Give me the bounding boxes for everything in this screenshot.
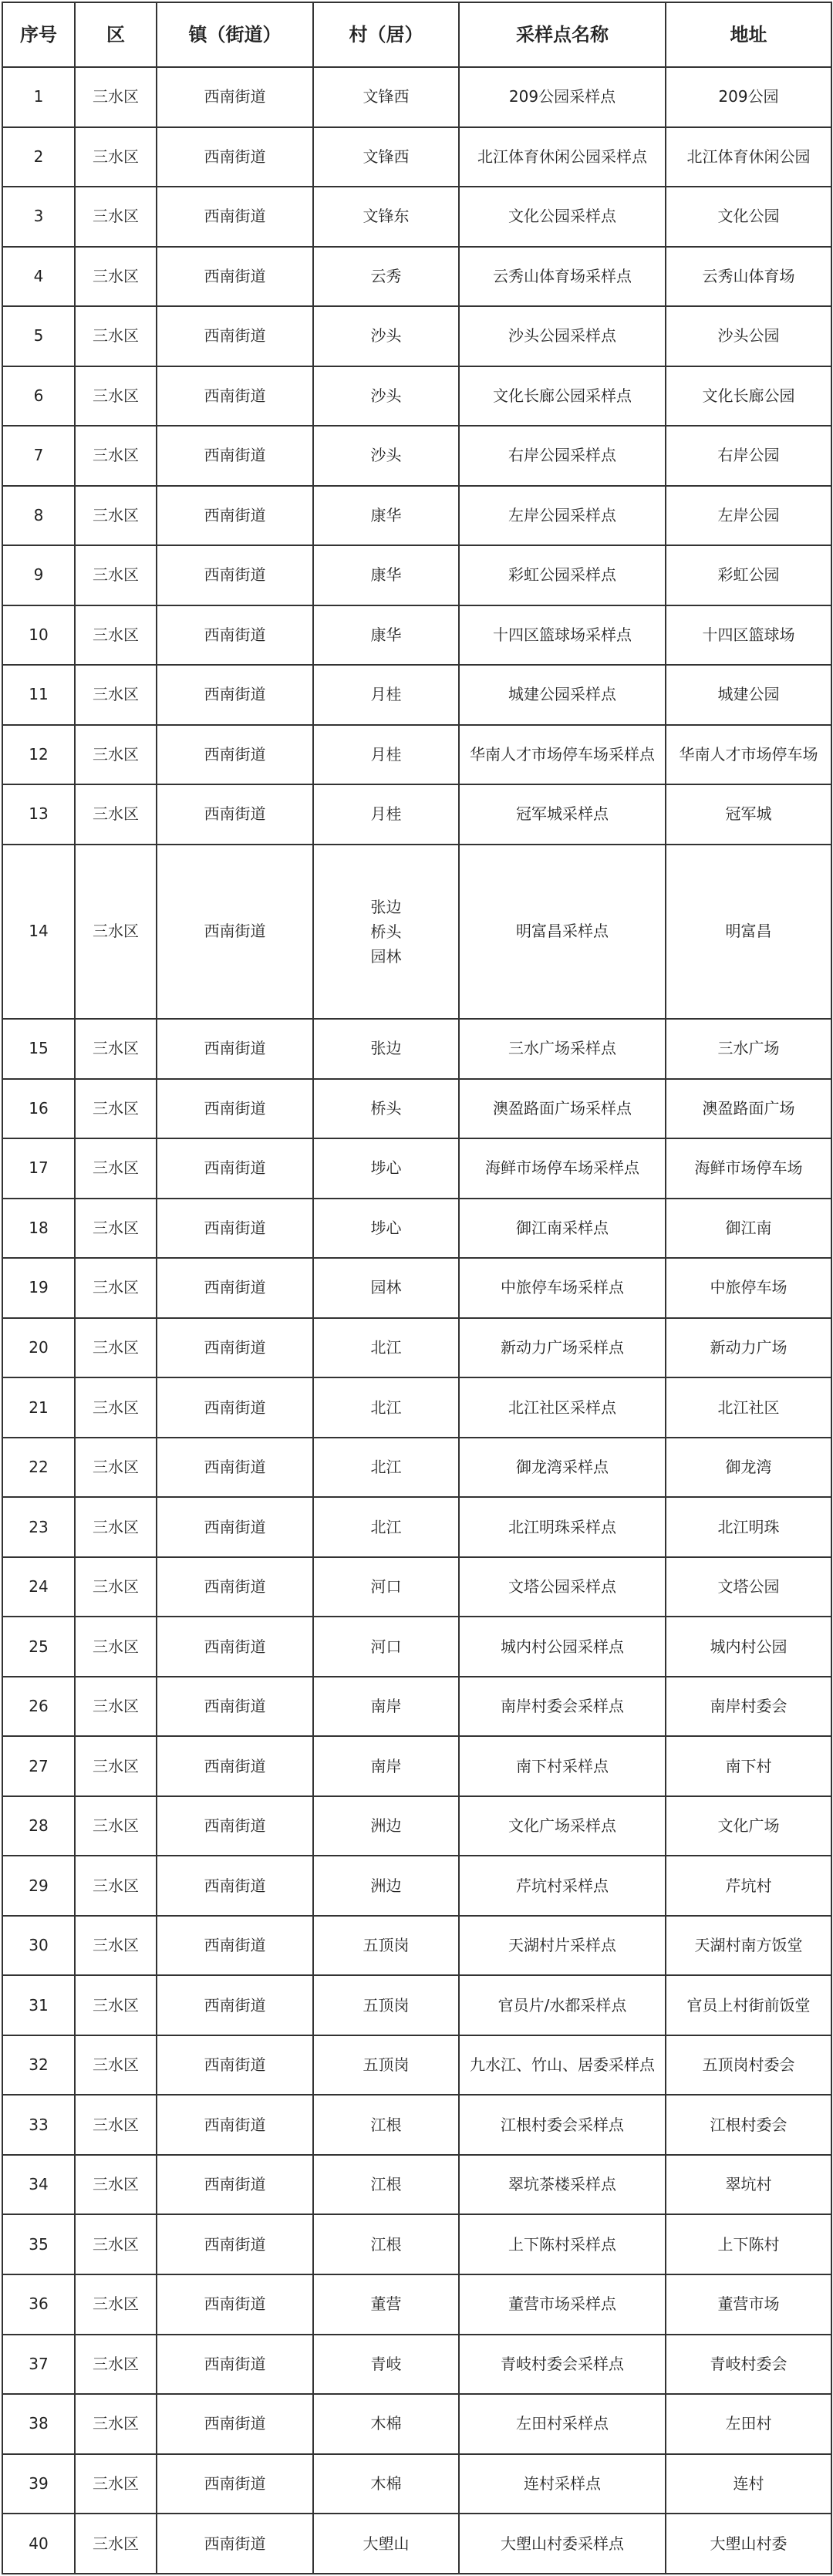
cell-no: 35 xyxy=(2,2214,75,2274)
cell-village: 张边 xyxy=(313,1019,459,1079)
table-row xyxy=(2,1079,831,1139)
table-row xyxy=(2,2274,831,2335)
cell-no: 30 xyxy=(2,1916,75,1976)
cell-site-name: 文化长廊公园采样点 xyxy=(459,366,666,427)
cell-district: 三水区 xyxy=(75,2095,157,2155)
table-row xyxy=(2,2335,831,2395)
cell-no: 17 xyxy=(2,1138,75,1199)
cell-district: 三水区 xyxy=(75,665,157,725)
cell-no: 28 xyxy=(2,1796,75,1856)
cell-town: 西南街道 xyxy=(157,306,313,366)
cell-site-name: 云秀山体育场采样点 xyxy=(459,247,666,307)
cell-no: 7 xyxy=(2,426,75,486)
cell-site-name: 右岸公园采样点 xyxy=(459,426,666,486)
cell-town: 西南街道 xyxy=(157,1199,313,1259)
cell-address: 中旅停车场 xyxy=(666,1258,831,1318)
cell-address: 南下村 xyxy=(666,1736,831,1796)
cell-no: 20 xyxy=(2,1318,75,1378)
cell-site-name: 城内村公园采样点 xyxy=(459,1617,666,1677)
table-body xyxy=(2,67,831,2574)
cell-district: 三水区 xyxy=(75,2335,157,2395)
cell-site-name: 彩虹公园采样点 xyxy=(459,545,666,605)
cell-address: 天湖村南方饭堂 xyxy=(666,1916,831,1976)
cell-address: 左岸公园 xyxy=(666,486,831,546)
cell-address: 芹坑村 xyxy=(666,1856,831,1916)
cell-town: 西南街道 xyxy=(157,1856,313,1916)
cell-district: 三水区 xyxy=(75,1079,157,1139)
cell-no: 19 xyxy=(2,1258,75,1318)
cell-address: 明富昌 xyxy=(666,845,831,1019)
cell-village: 文锋西 xyxy=(313,67,459,127)
cell-district: 三水区 xyxy=(75,1796,157,1856)
cell-town: 西南街道 xyxy=(157,1617,313,1677)
cell-site-name: 澳盈路面广场采样点 xyxy=(459,1079,666,1139)
cell-district: 三水区 xyxy=(75,486,157,546)
cell-no: 36 xyxy=(2,2274,75,2335)
cell-town: 西南街道 xyxy=(157,545,313,605)
cell-district: 三水区 xyxy=(75,426,157,486)
cell-district: 三水区 xyxy=(75,2274,157,2335)
cell-village: 江根 xyxy=(313,2214,459,2274)
cell-site-name: 大塱山村委采样点 xyxy=(459,2514,666,2574)
cell-village: 北江 xyxy=(313,1318,459,1378)
cell-district: 三水区 xyxy=(75,605,157,666)
cell-village: 五顶岗 xyxy=(313,1916,459,1976)
cell-no: 10 xyxy=(2,605,75,666)
cell-district: 三水区 xyxy=(75,1975,157,2035)
cell-address: 文塔公园 xyxy=(666,1557,831,1617)
table-row xyxy=(2,127,831,187)
village-line: 张边 xyxy=(370,897,402,916)
cell-town: 西南街道 xyxy=(157,1079,313,1139)
cell-address: 文化广场 xyxy=(666,1796,831,1856)
cell-district: 三水区 xyxy=(75,1318,157,1378)
cell-village: 云秀 xyxy=(313,247,459,307)
header-site-name: 采样点名称 xyxy=(459,2,666,67)
cell-no: 40 xyxy=(2,2514,75,2574)
cell-district: 三水区 xyxy=(75,2035,157,2096)
cell-village: 北江 xyxy=(313,1497,459,1557)
cell-town: 西南街道 xyxy=(157,1019,313,1079)
cell-site-name: 芹坑村采样点 xyxy=(459,1856,666,1916)
cell-district: 三水区 xyxy=(75,247,157,307)
cell-no: 25 xyxy=(2,1617,75,1677)
cell-town: 西南街道 xyxy=(157,2394,313,2454)
cell-district: 三水区 xyxy=(75,545,157,605)
table-row xyxy=(2,2454,831,2514)
cell-village: 江根 xyxy=(313,2095,459,2155)
cell-no: 15 xyxy=(2,1019,75,1079)
cell-no: 33 xyxy=(2,2095,75,2155)
cell-address: 左田村 xyxy=(666,2394,831,2454)
cell-address: 文化长廊公园 xyxy=(666,366,831,427)
header-no: 序号 xyxy=(2,2,75,67)
cell-site-name: 沙头公园采样点 xyxy=(459,306,666,366)
cell-town: 西南街道 xyxy=(157,1258,313,1318)
table-row xyxy=(2,306,831,366)
cell-village: 北江 xyxy=(313,1377,459,1438)
table-row xyxy=(2,1557,831,1617)
cell-town: 西南街道 xyxy=(157,2035,313,2096)
cell-address: 董营市场 xyxy=(666,2274,831,2335)
cell-address: 青岐村委会 xyxy=(666,2335,831,2395)
cell-town: 西南街道 xyxy=(157,845,313,1019)
cell-address: 城内村公园 xyxy=(666,1617,831,1677)
cell-address: 上下陈村 xyxy=(666,2214,831,2274)
cell-no: 16 xyxy=(2,1079,75,1139)
cell-village: 文锋东 xyxy=(313,187,459,247)
cell-site-name: 北江社区采样点 xyxy=(459,1377,666,1438)
table-row xyxy=(2,67,831,127)
cell-district: 三水区 xyxy=(75,2514,157,2574)
cell-district: 三水区 xyxy=(75,1617,157,1677)
cell-site-name: 三水广场采样点 xyxy=(459,1019,666,1079)
cell-town: 西南街道 xyxy=(157,2155,313,2215)
cell-village: 青岐 xyxy=(313,2335,459,2395)
cell-village: 埗心 xyxy=(313,1199,459,1259)
cell-town: 西南街道 xyxy=(157,2274,313,2335)
cell-address: 北江体育休闲公园 xyxy=(666,127,831,187)
table-row xyxy=(2,1438,831,1498)
cell-village: 洲边 xyxy=(313,1796,459,1856)
table-row xyxy=(2,1019,831,1079)
cell-village: 沙头 xyxy=(313,306,459,366)
village-line: 桥头 xyxy=(370,922,402,941)
cell-no: 24 xyxy=(2,1557,75,1617)
cell-address: 澳盈路面广场 xyxy=(666,1079,831,1139)
cell-district: 三水区 xyxy=(75,2394,157,2454)
cell-town: 西南街道 xyxy=(157,1377,313,1438)
cell-site-name: 209公园采样点 xyxy=(459,67,666,127)
cell-no: 29 xyxy=(2,1856,75,1916)
cell-address: 官员上村街前饭堂 xyxy=(666,1975,831,2035)
cell-town: 西南街道 xyxy=(157,486,313,546)
cell-address: 大塱山村委 xyxy=(666,2514,831,2574)
cell-no: 31 xyxy=(2,1975,75,2035)
cell-no: 27 xyxy=(2,1736,75,1796)
cell-village: 江根 xyxy=(313,2155,459,2215)
cell-site-name: 官员片/水都采样点 xyxy=(459,1975,666,2035)
cell-district: 三水区 xyxy=(75,1677,157,1737)
cell-town: 西南街道 xyxy=(157,1497,313,1557)
table-row xyxy=(2,1258,831,1318)
cell-town: 西南街道 xyxy=(157,247,313,307)
cell-district: 三水区 xyxy=(75,2214,157,2274)
cell-site-name: 左岸公园采样点 xyxy=(459,486,666,546)
village-line: 园林 xyxy=(370,946,402,966)
cell-village: 月桂 xyxy=(313,665,459,725)
cell-address: 连村 xyxy=(666,2454,831,2514)
table-row xyxy=(2,1856,831,1916)
header-address: 地址 xyxy=(666,2,831,67)
cell-village: 木棉 xyxy=(313,2394,459,2454)
cell-address: 五顶岗村委会 xyxy=(666,2035,831,2096)
cell-address: 209公园 xyxy=(666,67,831,127)
cell-address: 御江南 xyxy=(666,1199,831,1259)
cell-no: 13 xyxy=(2,784,75,845)
cell-site-name: 冠军城采样点 xyxy=(459,784,666,845)
cell-no: 26 xyxy=(2,1677,75,1737)
cell-site-name: 翠坑茶楼采样点 xyxy=(459,2155,666,2215)
table-row xyxy=(2,1975,831,2035)
cell-village: 月桂 xyxy=(313,725,459,785)
cell-no: 18 xyxy=(2,1199,75,1259)
cell-village: 康华 xyxy=(313,605,459,666)
cell-town: 西南街道 xyxy=(157,1796,313,1856)
cell-village: 董营 xyxy=(313,2274,459,2335)
cell-district: 三水区 xyxy=(75,2454,157,2514)
cell-district: 三水区 xyxy=(75,1438,157,1498)
cell-district: 三水区 xyxy=(75,1377,157,1438)
cell-district: 三水区 xyxy=(75,1856,157,1916)
cell-address: 新动力广场 xyxy=(666,1318,831,1378)
cell-site-name: 江根村委会采样点 xyxy=(459,2095,666,2155)
cell-town: 西南街道 xyxy=(157,725,313,785)
cell-village: 埗心 xyxy=(313,1138,459,1199)
table-row xyxy=(2,1617,831,1677)
cell-no: 23 xyxy=(2,1497,75,1557)
cell-address: 沙头公园 xyxy=(666,306,831,366)
cell-no: 4 xyxy=(2,247,75,307)
cell-address: 三水广场 xyxy=(666,1019,831,1079)
cell-village: 园林 xyxy=(313,1258,459,1318)
cell-town: 西南街道 xyxy=(157,1438,313,1498)
cell-no: 37 xyxy=(2,2335,75,2395)
cell-village: 康华 xyxy=(313,486,459,546)
cell-district: 三水区 xyxy=(75,1916,157,1976)
table-row xyxy=(2,2514,831,2574)
table-row xyxy=(2,845,831,1019)
cell-address: 冠军城 xyxy=(666,784,831,845)
cell-district: 三水区 xyxy=(75,2155,157,2215)
cell-town: 西南街道 xyxy=(157,2095,313,2155)
table-row xyxy=(2,665,831,725)
cell-address: 翠坑村 xyxy=(666,2155,831,2215)
table-row xyxy=(2,1497,831,1557)
table-row xyxy=(2,2394,831,2454)
cell-site-name: 文化公园采样点 xyxy=(459,187,666,247)
cell-district: 三水区 xyxy=(75,1258,157,1318)
cell-no: 21 xyxy=(2,1377,75,1438)
table-row xyxy=(2,1677,831,1737)
cell-town: 西南街道 xyxy=(157,426,313,486)
cell-village: 大塱山 xyxy=(313,2514,459,2574)
cell-site-name: 新动力广场采样点 xyxy=(459,1318,666,1378)
cell-address: 彩虹公园 xyxy=(666,545,831,605)
cell-no: 9 xyxy=(2,545,75,605)
cell-town: 西南街道 xyxy=(157,1318,313,1378)
cell-no: 3 xyxy=(2,187,75,247)
table-row xyxy=(2,1736,831,1796)
cell-town: 西南街道 xyxy=(157,1975,313,2035)
cell-no: 6 xyxy=(2,366,75,427)
cell-village: 桥头 xyxy=(313,1079,459,1139)
cell-district: 三水区 xyxy=(75,1199,157,1259)
cell-site-name: 明富昌采样点 xyxy=(459,845,666,1019)
table-row xyxy=(2,2155,831,2215)
cell-site-name: 天湖村片采样点 xyxy=(459,1916,666,1976)
cell-address: 海鲜市场停车场 xyxy=(666,1138,831,1199)
cell-town: 西南街道 xyxy=(157,2454,313,2514)
cell-address: 华南人才市场停车场 xyxy=(666,725,831,785)
cell-no: 34 xyxy=(2,2155,75,2215)
table-row xyxy=(2,2035,831,2096)
header-village: 村（居） xyxy=(313,2,459,67)
cell-address: 云秀山体育场 xyxy=(666,247,831,307)
cell-address: 右岸公园 xyxy=(666,426,831,486)
cell-site-name: 青岐村委会采样点 xyxy=(459,2335,666,2395)
cell-village: 沙头 xyxy=(313,426,459,486)
cell-district: 三水区 xyxy=(75,1497,157,1557)
sampling-sites-table xyxy=(2,2,832,2574)
cell-village: 北江 xyxy=(313,1438,459,1498)
cell-address: 北江社区 xyxy=(666,1377,831,1438)
cell-no: 8 xyxy=(2,486,75,546)
cell-district: 三水区 xyxy=(75,1557,157,1617)
table-row xyxy=(2,1199,831,1259)
cell-address: 北江明珠 xyxy=(666,1497,831,1557)
cell-town: 西南街道 xyxy=(157,1736,313,1796)
cell-village: 五顶岗 xyxy=(313,1975,459,2035)
cell-site-name: 华南人才市场停车场采样点 xyxy=(459,725,666,785)
cell-district: 三水区 xyxy=(75,725,157,785)
cell-town: 西南街道 xyxy=(157,665,313,725)
table-row xyxy=(2,486,831,546)
table-row xyxy=(2,605,831,666)
cell-town: 西南街道 xyxy=(157,784,313,845)
cell-address: 南岸村委会 xyxy=(666,1677,831,1737)
cell-village: 月桂 xyxy=(313,784,459,845)
cell-site-name: 连村采样点 xyxy=(459,2454,666,2514)
cell-site-name: 中旅停车场采样点 xyxy=(459,1258,666,1318)
cell-town: 西南街道 xyxy=(157,1138,313,1199)
table-row xyxy=(2,545,831,605)
cell-site-name: 左田村采样点 xyxy=(459,2394,666,2454)
table-row xyxy=(2,426,831,486)
table-row xyxy=(2,1318,831,1378)
cell-town: 西南街道 xyxy=(157,127,313,187)
cell-district: 三水区 xyxy=(75,1019,157,1079)
cell-no: 14 xyxy=(2,845,75,1019)
cell-site-name: 御江南采样点 xyxy=(459,1199,666,1259)
table-row xyxy=(2,247,831,307)
cell-site-name: 董营市场采样点 xyxy=(459,2274,666,2335)
cell-no: 38 xyxy=(2,2394,75,2454)
cell-no: 5 xyxy=(2,306,75,366)
cell-district: 三水区 xyxy=(75,306,157,366)
cell-village: 康华 xyxy=(313,545,459,605)
cell-no: 11 xyxy=(2,665,75,725)
cell-town: 西南街道 xyxy=(157,67,313,127)
cell-site-name: 九水江、竹山、居委采样点 xyxy=(459,2035,666,2096)
cell-site-name: 南下村采样点 xyxy=(459,1736,666,1796)
cell-village: 洲边 xyxy=(313,1856,459,1916)
table-row xyxy=(2,1138,831,1199)
cell-town: 西南街道 xyxy=(157,1677,313,1737)
cell-no: 1 xyxy=(2,67,75,127)
cell-village: 五顶岗 xyxy=(313,2035,459,2096)
cell-site-name: 城建公园采样点 xyxy=(459,665,666,725)
cell-town: 西南街道 xyxy=(157,2514,313,2574)
cell-town: 西南街道 xyxy=(157,187,313,247)
cell-no: 2 xyxy=(2,127,75,187)
cell-village: 南岸 xyxy=(313,1736,459,1796)
cell-site-name: 北江体育休闲公园采样点 xyxy=(459,127,666,187)
cell-town: 西南街道 xyxy=(157,1916,313,1976)
cell-village: 木棉 xyxy=(313,2454,459,2514)
cell-district: 三水区 xyxy=(75,845,157,1019)
cell-site-name: 十四区篮球场采样点 xyxy=(459,605,666,666)
cell-no: 12 xyxy=(2,725,75,785)
cell-site-name: 御龙湾采样点 xyxy=(459,1438,666,1498)
cell-site-name: 上下陈村采样点 xyxy=(459,2214,666,2274)
cell-address: 御龙湾 xyxy=(666,1438,831,1498)
table-row xyxy=(2,2095,831,2155)
cell-address: 文化公园 xyxy=(666,187,831,247)
cell-town: 西南街道 xyxy=(157,605,313,666)
cell-site-name: 海鲜市场停车场采样点 xyxy=(459,1138,666,1199)
cell-town: 西南街道 xyxy=(157,366,313,427)
cell-site-name: 文塔公园采样点 xyxy=(459,1557,666,1617)
table-row xyxy=(2,187,831,247)
cell-village: 河口 xyxy=(313,1617,459,1677)
cell-address: 十四区篮球场 xyxy=(666,605,831,666)
cell-town: 西南街道 xyxy=(157,2335,313,2395)
cell-site-name: 文化广场采样点 xyxy=(459,1796,666,1856)
table-row xyxy=(2,366,831,427)
table-row xyxy=(2,2214,831,2274)
cell-district: 三水区 xyxy=(75,784,157,845)
cell-town: 西南街道 xyxy=(157,2214,313,2274)
table-row xyxy=(2,1916,831,1976)
table-row xyxy=(2,1796,831,1856)
cell-district: 三水区 xyxy=(75,1736,157,1796)
cell-village: 南岸 xyxy=(313,1677,459,1737)
header-town: 镇（街道） xyxy=(157,2,313,67)
cell-no: 22 xyxy=(2,1438,75,1498)
table-row xyxy=(2,1377,831,1438)
cell-district: 三水区 xyxy=(75,127,157,187)
cell-no: 32 xyxy=(2,2035,75,2096)
table-header-row xyxy=(2,2,831,67)
cell-district: 三水区 xyxy=(75,187,157,247)
cell-district: 三水区 xyxy=(75,1138,157,1199)
cell-no: 39 xyxy=(2,2454,75,2514)
cell-site-name: 北江明珠采样点 xyxy=(459,1497,666,1557)
cell-village: 河口 xyxy=(313,1557,459,1617)
cell-district: 三水区 xyxy=(75,67,157,127)
table-row xyxy=(2,784,831,845)
table-row xyxy=(2,725,831,785)
header-district: 区 xyxy=(75,2,157,67)
cell-site-name: 南岸村委会采样点 xyxy=(459,1677,666,1737)
cell-address: 城建公园 xyxy=(666,665,831,725)
cell-village xyxy=(313,845,459,1019)
cell-address: 江根村委会 xyxy=(666,2095,831,2155)
cell-village: 文锋西 xyxy=(313,127,459,187)
cell-town: 西南街道 xyxy=(157,1557,313,1617)
cell-district: 三水区 xyxy=(75,366,157,427)
cell-village: 沙头 xyxy=(313,366,459,427)
